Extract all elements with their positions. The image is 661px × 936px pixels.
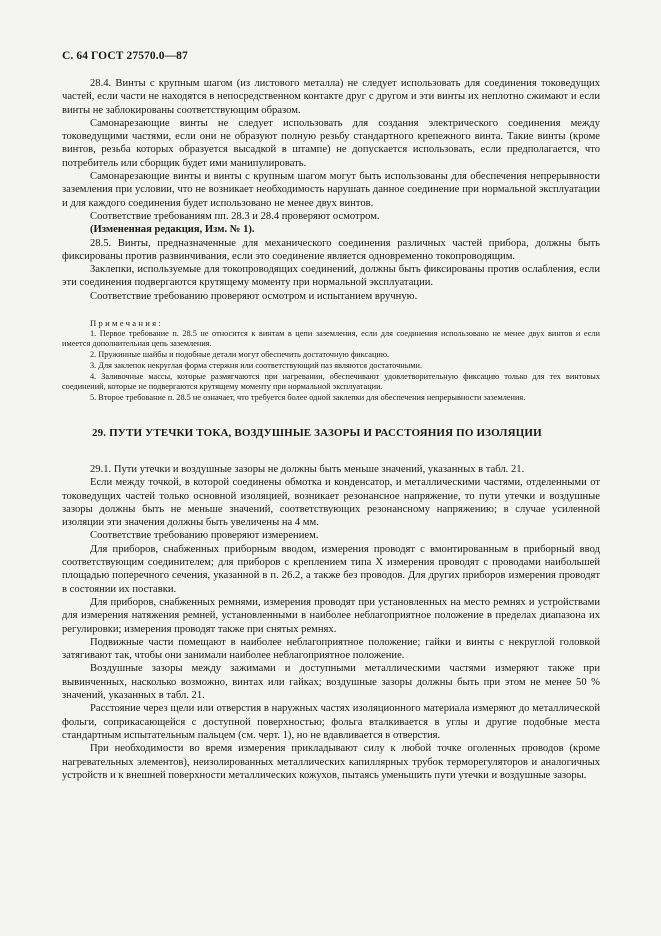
paragraph-grounding: Самонарезающие винты и винты с крупным шагом могут быть использованы для обеспечения непрерывности заземления при условии, что не возникает необходимость нарушать данное соединение при нормальной эксплуатации и для каждого соединения будет использовано не менее двух винтов.	[62, 171, 600, 209]
paragraph-appliance-inlet: Для приборов, снабженных приборным вводом, измерения проводят с вмонтированным в приборный ввод соответствующим соединителем; для приборов с креплением типа X измерения проводят с проводами наибольшей площадью поперечного сечения, указанной в п. 26.2, а также без проводов. Для других приборов измерения проводят в состоянии их поставки.	[62, 543, 600, 595]
note-item: 5. Второе требование п. 28.5 не означает, что требуется более одной заклепки для обеспечения непрерывности заземления.	[90, 392, 526, 402]
notes-block	[62, 318, 600, 404]
paragraph-slots-foil: Расстояние через щели или отверстия в наружных частях изоляционного материала измеряют до металлической фольги, соприкасающейся с доступной поверхностью; фольга вталкивается в углы и другие подобные места стандартным испытательным пальцем (см. черт. 1), но не вдавливается в отверстия.	[62, 703, 600, 741]
paragraph-check-manual: Соответствие требованию проверяют осмотром и испытанием вручную.	[90, 290, 418, 302]
paragraph-check-measure: Соответствие требованию проверяют измерением.	[90, 530, 319, 542]
note-item: 2. Пружинные шайбы и подобные детали могут обеспечить достаточную фиксацию.	[90, 350, 390, 360]
note-item: 4. Заливочные массы, которые размягчаются при нагревании, обеспечивают удовлетворительную фиксацию только для тех винтовых соединений, которые не подвергаются крутящему моменту при нормальной эксплуатации.	[62, 371, 600, 392]
paragraph-29-1: 29.1. Пути утечки и воздушные зазоры не должны быть меньше значений, указанных в табл. 21.	[90, 463, 525, 475]
paragraph-28-5: 28.5. Винты, предназначенные для механического соединения различных частей прибора, должны быть фиксированы против развинчивания, если это соединение является одновременно токопроводящим.	[62, 237, 600, 262]
edition-note: (Измененная редакция, Изм. № 1).	[90, 224, 255, 236]
page-header: С. 64 ГОСТ 27570.0—87	[62, 50, 188, 62]
notes-title: Примечания:	[90, 318, 164, 329]
paragraph-force: При необходимости во время измерения прикладывают силу к любой точке оголенных проводов (кроме нагревательных элементов), неизолированных металлических капиллярных трубок терморегуляторов и аналогичных устройств и к внешней поверхности металлических кожухов, пытаясь уменьшить пути утечки и воздушные зазоры.	[62, 743, 600, 781]
paragraph-28-4: 28.4. Винты с крупным шагом (из листового металла) не следует использовать для соединения токоведущих частей, если части не находятся в непосредственном контакте друг с другом и эти винты их неплотно сжимают и если винты не заблокированы соответствующим образом.	[62, 78, 600, 116]
paragraph-self-tapping: Самонарезающие винты не следует использовать для создания электрического соединения между токоведущими частями, если они не образуют полную резьбу стандартного крепежного винта. Такие винты (кроме винтов, резьба которых образуется высадкой в штампе) не допускается использовать, если предполагается, что потребитель или сборщик будет ими манипулировать.	[62, 117, 600, 169]
paragraph-moving-parts: Подвижные части помещают в наиболее неблагоприятное положение; гайки и винты с некруглой головкой затягивают так, чтобы они занимали наиболее неблагоприятное положение.	[62, 636, 600, 662]
paragraph-check-28-3: Соответствие требованиям пп. 28.3 и 28.4 проверяют осмотром.	[90, 210, 380, 222]
note-item: 3. Для заклепок некруглая форма стержня или соответствующий паз являются достаточными.	[90, 360, 423, 370]
document-body	[62, 77, 600, 782]
paragraph-clearances: Воздушные зазоры между зажимами и доступными металлическими частями измеряют также при вывинченных, насколько возможно, винтах или гайках; воздушные зазоры должны быть при этом не менее 50 % значений, указанных в табл. 21.	[62, 663, 600, 702]
note-item: 1. Первое требование п. 28.5 не относится к винтам в цепи заземления, если для соединения использовано не менее двух винтов и если имеется дополнительная цепь заземления.	[62, 328, 600, 349]
paragraph-resonance: Если между точкой, в которой соединены обмотка и конденсатор, и металлическими частями, отделенными от токоведущих частей только основной изоляцией, возникает резонансное напряжение, то пути утечки и воздушные зазоры должны быть не меньше значений, соответствующих резонансному напряжению; в случае усиленной изоляции эти значения должны быть увеличены на 4 мм.	[62, 477, 600, 529]
section-title-29: 29. ПУТИ УТЕЧКИ ТОКА, ВОЗДУШНЫЕ ЗАЗОРЫ И РАССТОЯНИЯ ПО ИЗОЛЯЦИИ	[92, 426, 542, 439]
paragraph-belts: Для приборов, снабженных ремнями, измерения проводят при установленных на место ремнях и устройствами для измерения натяжения ремней, установленными в наиболее неблагоприятное положение в пределах диапазона их регулировки; измерения проводят также при снятых ремнях.	[62, 596, 600, 635]
paragraph-rivets: Заклепки, используемые для токопроводящих соединений, должны быть фиксированы против ослабления, если эти соединения подвергаются крутящему моменту при нормальной эксплуатации.	[62, 264, 600, 289]
